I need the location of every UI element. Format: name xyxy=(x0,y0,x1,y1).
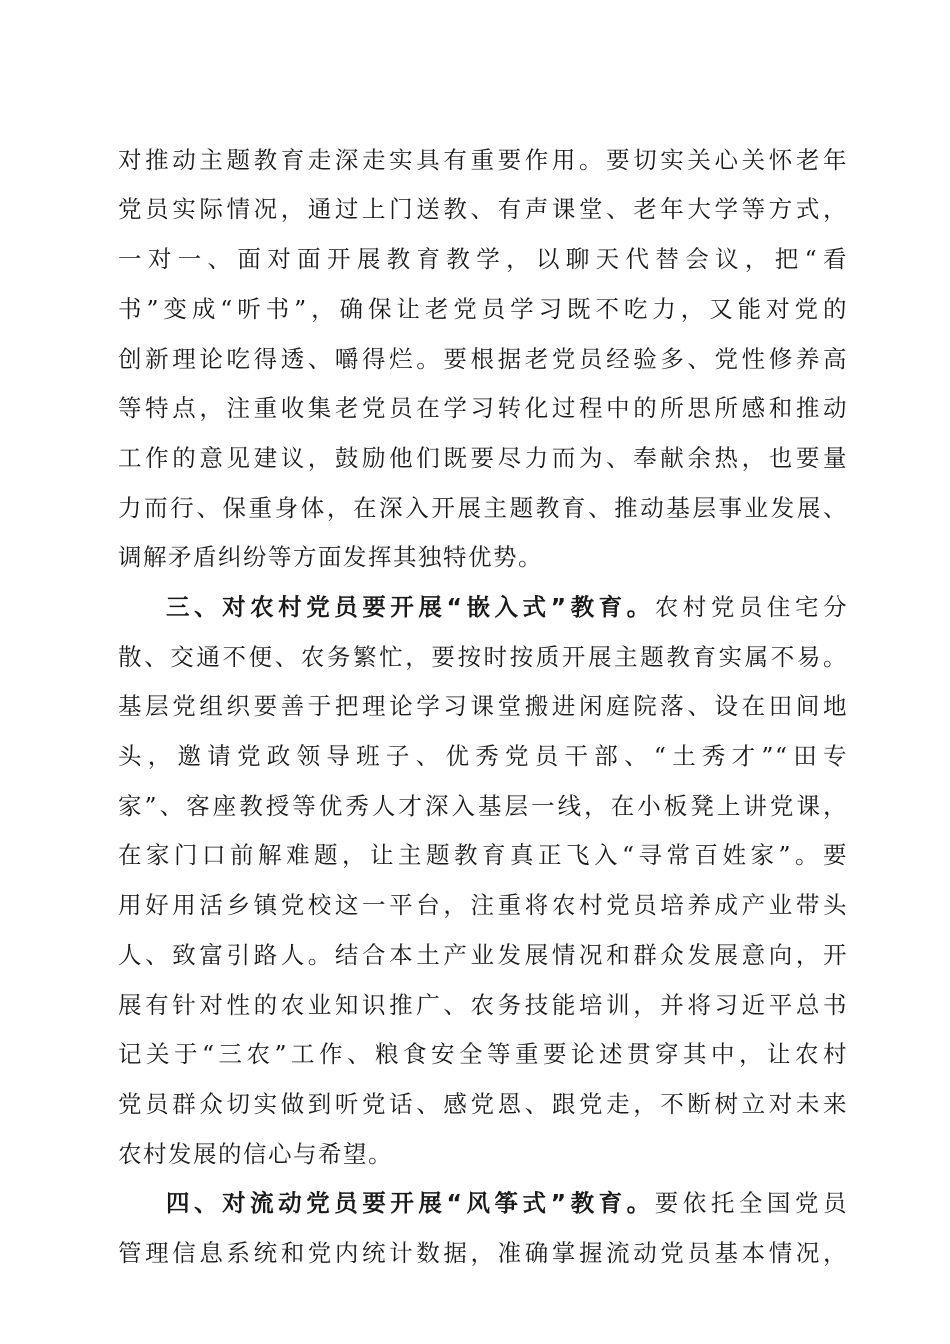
text-line: 人、致富引路人。结合本土产业发展情况和群众发展意向，开 xyxy=(118,941,848,969)
text-line: 工作的意见建议，鼓励他们既要尽力而为、奉献余热，也要量 xyxy=(118,444,848,472)
text-line: 展有针对性的农业知识推广、农务技能培训，并将习近平总书 xyxy=(118,991,848,1019)
text-line: 等特点，注重收集老党员在学习转化过程中的所思所感和推动 xyxy=(118,394,848,422)
text-line: 对推动主题教育走深走实具有重要作用。要切实关心关怀老年 xyxy=(118,146,848,174)
section-3-first-line-text: 农村党员住宅分 xyxy=(654,593,849,621)
section-3-heading: 三、对农村党员要开展“嵌入式”教育。 xyxy=(166,593,655,621)
section-3-first-line xyxy=(166,587,848,627)
text-line: 力而行、保重身体，在深入开展主题教育、推动基层事业发展、 xyxy=(118,494,848,522)
text-line: 散、交通不便、农务繁忙，要按时按质开展主题教育实属不易。 xyxy=(118,643,848,671)
text-line: 记关于“三农”工作、粮食安全等重要论述贯穿其中，让农村 xyxy=(118,1040,848,1068)
section-4-first-line-text: 要依托全国党员 xyxy=(654,1189,849,1217)
section-4-first-line xyxy=(166,1183,848,1223)
text-line: 农村发展的信心与希望。 xyxy=(118,1140,393,1168)
text-line: 党员群众切实做到听党话、感党恩、跟党走，不断树立对未来 xyxy=(118,1090,848,1118)
text-line: 党员实际情况，通过上门送教、有声课堂、老年大学等方式， xyxy=(118,195,848,223)
text-line: 管理信息系统和党内统计数据，准确掌握流动党员基本情况， xyxy=(118,1239,848,1267)
text-line: 一对一、面对面开展教育教学，以聊天代替会议，把“看 xyxy=(118,245,848,273)
text-line: 用好用活乡镇党校这一平台，注重将农村党员培养成产业带头 xyxy=(118,891,848,919)
section-4-heading: 四、对流动党员要开展“风筝式”教育。 xyxy=(166,1189,655,1217)
text-line: 头，邀请党政领导班子、优秀党员干部、“土秀才”“田专 xyxy=(118,742,848,770)
text-line: 创新理论吃得透、嚼得烂。要根据老党员经验多、党性修养高 xyxy=(118,345,848,373)
text-line: 书”变成“听书”，确保让老党员学习既不吃力，又能对党的 xyxy=(118,295,848,323)
text-line: 调解矛盾纠纷等方面发挥其独特优势。 xyxy=(118,543,543,571)
text-line: 在家门口前解难题，让主题教育真正飞入“寻常百姓家”。要 xyxy=(118,841,848,869)
text-line: 家”、客座教授等优秀人才深入基层一线，在小板凳上讲党课， xyxy=(118,792,848,820)
text-line: 基层党组织要善于把理论学习课堂搬进闲庭院落、设在田间地 xyxy=(118,692,848,720)
